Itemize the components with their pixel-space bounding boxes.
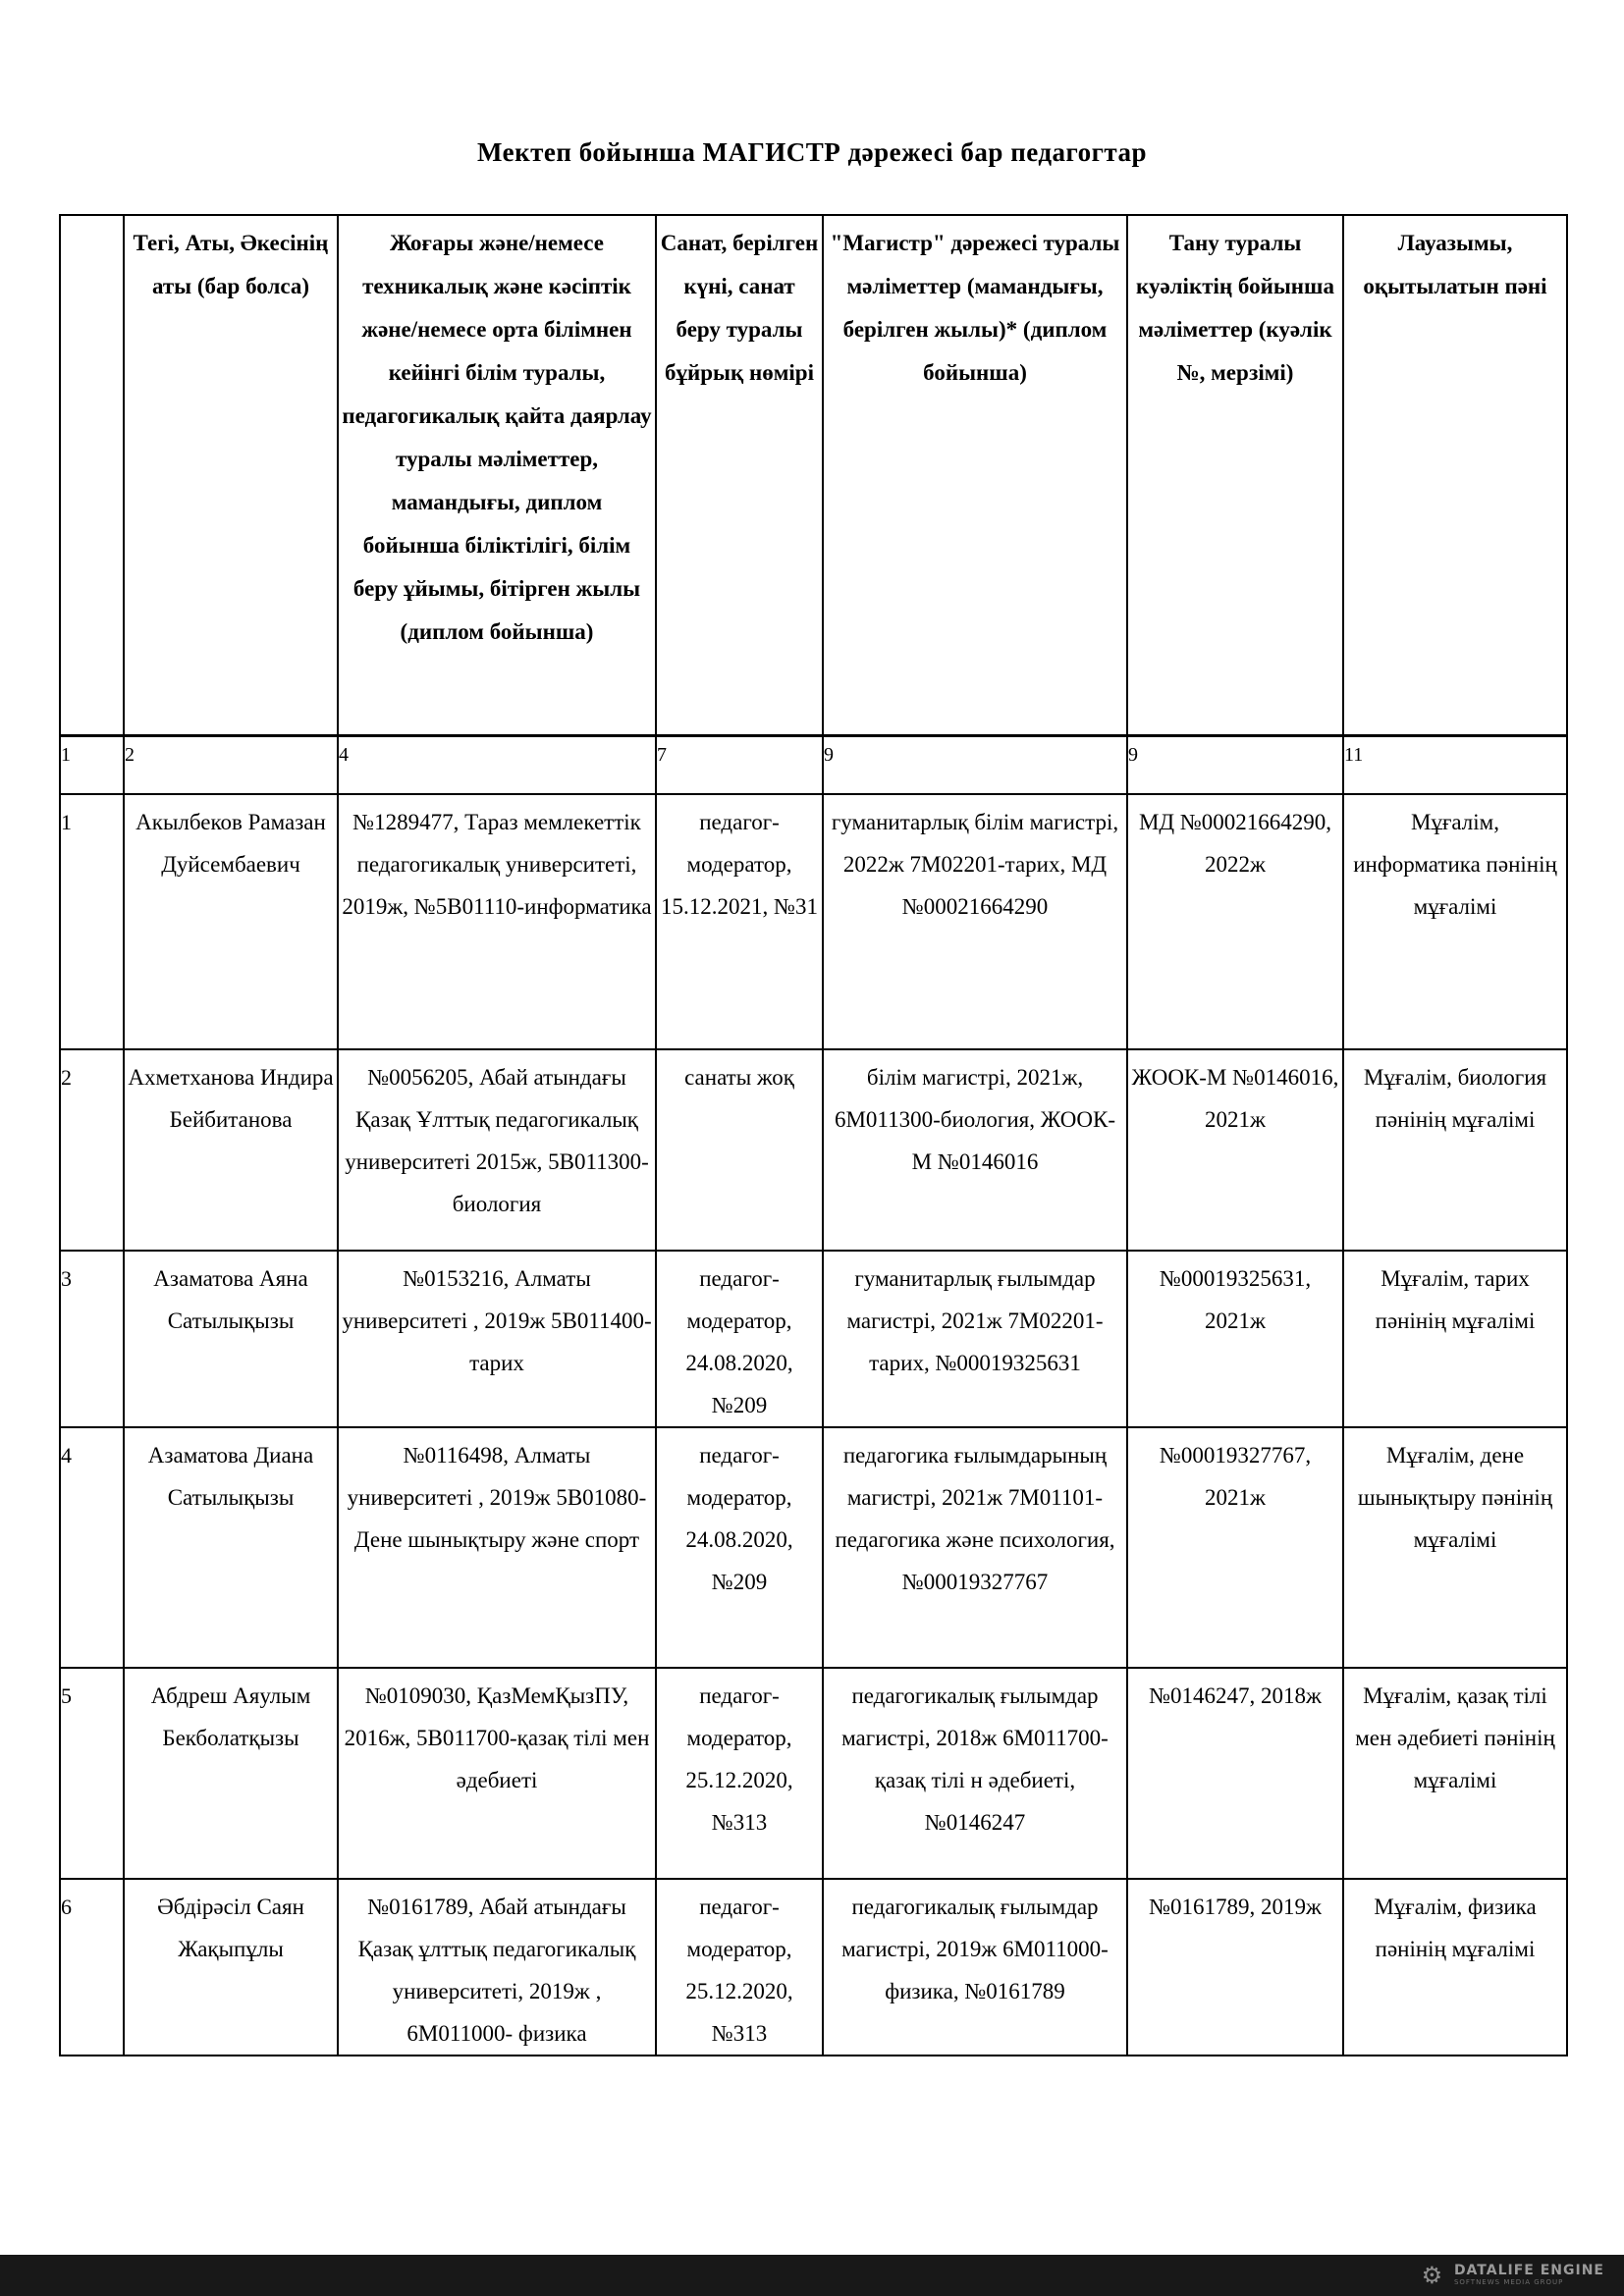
teachers-table	[59, 214, 1568, 2056]
cell-master-degree: педагогика ғылымдарының магистрі, 2021ж 7М01101-педагогика және психология, №00019327767	[823, 1427, 1127, 1668]
brand-text-block	[1454, 2264, 1604, 2287]
cell-recognition: ЖООК-М №0146016, 2021ж	[1127, 1049, 1343, 1251]
header-cell-education: Жоғары және/немесе техникалық және кәсіптік және/немесе орта білімнен кейінгі білім туралы, педагогикалық қайта даярлау туралы мәліметтер, мамандығы, диплом бойынша біліктілігі, білім беру ұйымы, бітірген жылы (диплом бойынша)	[338, 215, 656, 735]
cell-fio: Абдреш Аяулым Бекболатқызы	[124, 1668, 338, 1879]
teacher-row-5	[60, 1668, 1567, 1879]
cell-row-number: 2	[60, 1049, 124, 1251]
cell-recognition: №0146247, 2018ж	[1127, 1668, 1343, 1879]
cell-position: Мұғалім, физика пәнінің мұғалімі	[1343, 1879, 1567, 2056]
cell-category: санаты жоқ	[656, 1049, 823, 1251]
column-number: 1	[60, 735, 124, 794]
cell-position: Мұғалім, қазақ тілі мен әдебиеті пәнінің мұғалімі	[1343, 1668, 1567, 1879]
teacher-row-2	[60, 1049, 1567, 1251]
cell-education: №0109030, ҚазМемҚызПУ, 2016ж, 5В011700-қазақ тілі мен әдебиеті	[338, 1668, 656, 1879]
cell-master-degree: білім магистрі, 2021ж, 6М011300-биология, ЖООК-М №0146016	[823, 1049, 1127, 1251]
cell-row-number: 5	[60, 1668, 124, 1879]
cell-education: №1289477, Тараз мемлекеттік педагогикалық университеті, 2019ж, №5В01110-информатика	[338, 794, 656, 1049]
cell-recognition: №00019325631, 2021ж	[1127, 1251, 1343, 1427]
header-cell-index	[60, 215, 124, 735]
cell-fio: Ахметханова Индира Бейбитанова	[124, 1049, 338, 1251]
header-cell-recognition: Тану туралы куәліктің бойынша мәліметтер (куәлік №, мерзімі)	[1127, 215, 1343, 735]
header-cell-fio: Тегі, Аты, Әкесінің аты (бар болса)	[124, 215, 338, 735]
cell-master-degree: педагогикалық ғылымдар магистрі, 2019ж 6М011000-физика, №0161789	[823, 1879, 1127, 2056]
table-header-row	[60, 215, 1567, 735]
cell-fio: Акылбеков Рамазан Дуйсембаевич	[124, 794, 338, 1049]
cell-row-number: 4	[60, 1427, 124, 1668]
cell-position: Мұғалім, дене шынықтыру пәнінің мұғалімі	[1343, 1427, 1567, 1668]
footer-watermark-bar	[0, 2255, 1624, 2296]
brand-subtitle: SOFTNEWS MEDIA GROUP	[1453, 2278, 1564, 2286]
teacher-row-6	[60, 1879, 1567, 2056]
page-title: Мектеп бойынша МАГИСТР дәрежесі бар педагогтар	[477, 137, 1147, 167]
cell-position: Мұғалім, тарих пәнінің мұғалімі	[1343, 1251, 1567, 1427]
cell-category: педагог-модератор, 15.12.2021, №31	[656, 794, 823, 1049]
cell-fio: Әбдірәсіл Саян Жақыпұлы	[124, 1879, 338, 2056]
cell-row-number: 6	[60, 1879, 124, 2056]
cell-education: №0116498, Алматы университеті , 2019ж 5В01080-Дене шынықтыру және спорт	[338, 1427, 656, 1668]
header-cell-category: Санат, берілген күні, санат беру туралы бұйрық нөмірі	[656, 215, 823, 735]
header-cell-master-degree: "Магистр" дәрежесі туралы мәліметтер (мамандығы, берілген жылы)* (диплом бойынша)	[823, 215, 1127, 735]
column-number: 9	[1127, 735, 1343, 794]
cell-category: педагог-модератор, 25.12.2020, №313	[656, 1668, 823, 1879]
teacher-row-1	[60, 794, 1567, 1049]
teacher-row-3	[60, 1251, 1567, 1427]
cell-category: педагог-модератор, 25.12.2020, №313	[656, 1879, 823, 2056]
cell-master-degree: гуманитарлық ғылымдар магистрі, 2021ж 7М02201-тарих, №00019325631	[823, 1251, 1127, 1427]
cell-category: педагог-модератор, 24.08.2020, №209	[656, 1427, 823, 1668]
column-number-row	[60, 735, 1567, 794]
column-number: 7	[656, 735, 823, 794]
cell-master-degree: гуманитарлық білім магистрі, 2022ж 7М02201-тарих, МД №00021664290	[823, 794, 1127, 1049]
cell-position: Мұғалім, информатика пәнінің мұғалімі	[1343, 794, 1567, 1049]
teacher-row-4	[60, 1427, 1567, 1668]
datalife-brand	[1419, 2263, 1604, 2289]
column-number: 4	[338, 735, 656, 794]
cell-position: Мұғалім, биология пәнінің мұғалімі	[1343, 1049, 1567, 1251]
cell-recognition: №0161789, 2019ж	[1127, 1879, 1343, 2056]
cell-recognition: МД №00021664290, 2022ж	[1127, 794, 1343, 1049]
cell-education: №0153216, Алматы университеті , 2019ж 5В011400-тарих	[338, 1251, 656, 1427]
cell-fio: Азаматова Аяна Сатылықызы	[124, 1251, 338, 1427]
header-cell-position: Лауазымы, оқытылатын пәні	[1343, 215, 1567, 735]
cell-row-number: 1	[60, 794, 124, 1049]
brand-name: DATALIFE ENGINE	[1453, 2263, 1604, 2278]
cell-row-number: 3	[60, 1251, 124, 1427]
cell-education: №0056205, Абай атындағы Қазақ Ұлттық педагогикалық университеті 2015ж, 5В011300-биология	[338, 1049, 656, 1251]
column-number: 9	[823, 735, 1127, 794]
column-number: 11	[1343, 735, 1567, 794]
cell-category: педагог-модератор, 24.08.2020, №209	[656, 1251, 823, 1427]
column-number: 2	[124, 735, 338, 794]
cell-recognition: №00019327767, 2021ж	[1127, 1427, 1343, 1668]
datalife-gear-icon: ⚙	[1421, 2261, 1443, 2289]
cell-master-degree: педагогикалық ғылымдар магистрі, 2018ж 6М011700-қазақ тілі н әдебиеті, №0146247	[823, 1668, 1127, 1879]
cell-fio: Азаматова Диана Сатылықызы	[124, 1427, 338, 1668]
cell-education: №0161789, Абай атындағы Қазақ ұлттық педагогикалық университеті, 2019ж , 6М011000- физика	[338, 1879, 656, 2056]
